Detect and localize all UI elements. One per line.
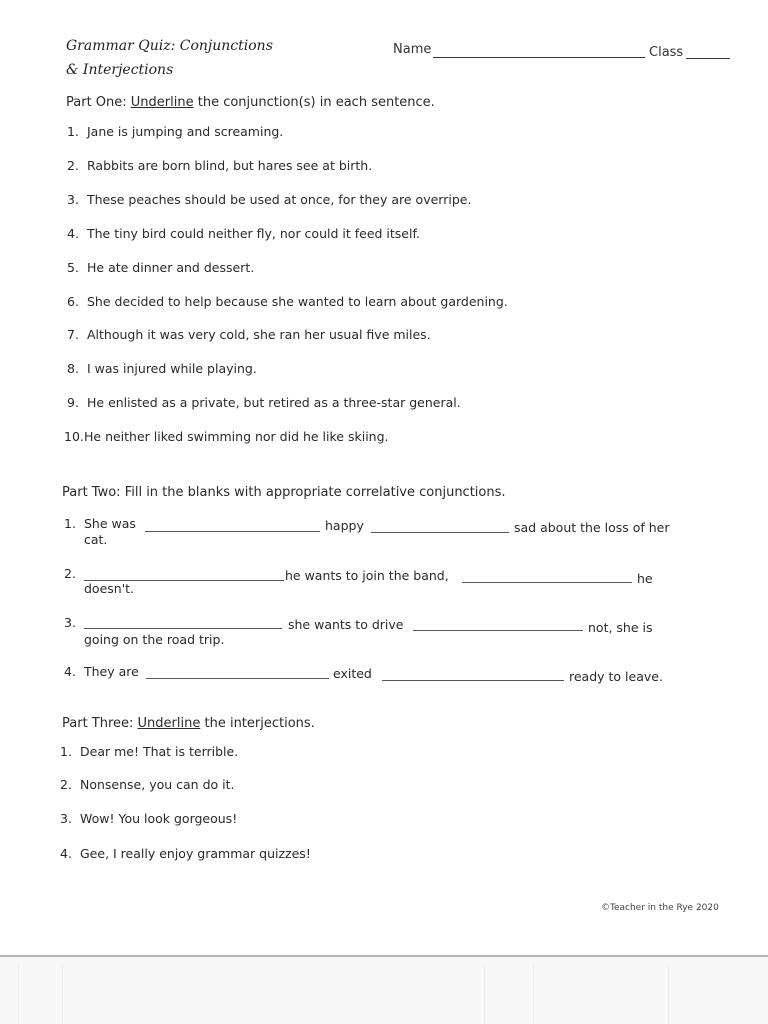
fill-text: he	[637, 571, 653, 586]
fill-text: cat.	[84, 532, 108, 547]
fill-item-number: 4.	[64, 664, 76, 679]
scan-artifact	[18, 965, 19, 1024]
list-item	[67, 327, 431, 342]
fill-item-number: 1.	[64, 516, 76, 531]
part-one-instruction: the conjunction(s) in each sentence.	[193, 95, 435, 110]
answer-blank[interactable]	[145, 531, 320, 532]
fill-text: exited	[333, 666, 372, 681]
quiz-title-line2: & Interjections	[66, 62, 174, 78]
item-number: 1.	[67, 124, 79, 139]
list-item	[60, 744, 238, 759]
fill-text: she wants to drive	[288, 617, 404, 632]
class-label: Class	[649, 45, 684, 60]
list-item	[67, 260, 254, 275]
part-three-underline-word: Underline	[137, 716, 201, 731]
item-number: 2.	[60, 777, 72, 792]
list-item	[67, 158, 372, 173]
list-item	[64, 429, 389, 444]
fill-text: going on the road trip.	[84, 632, 225, 647]
scan-artifact	[62, 965, 63, 1024]
item-text: Although it was very cold, she ran her usual five miles.	[87, 327, 431, 342]
answer-blank[interactable]	[382, 680, 564, 681]
item-number: 5.	[67, 260, 79, 275]
list-item	[67, 395, 461, 410]
fill-text: They are	[84, 664, 139, 679]
item-text: Gee, I really enjoy grammar quizzes!	[80, 846, 311, 861]
item-number: 10.	[64, 429, 84, 444]
page-edge-divider	[0, 955, 768, 957]
part-one-lead: Part One:	[66, 95, 131, 110]
name-label: Name	[393, 42, 432, 57]
item-text: He ate dinner and dessert.	[87, 260, 255, 275]
scan-artifact	[668, 965, 669, 1024]
list-item	[67, 124, 283, 139]
part-one-heading	[66, 95, 435, 110]
list-item	[67, 226, 420, 241]
quiz-title-line1: Grammar Quiz: Conjunctions	[66, 38, 273, 54]
item-number: 3.	[60, 811, 72, 826]
part-three-heading	[62, 716, 315, 731]
item-text: Dear me! That is terrible.	[80, 744, 239, 759]
part-one-underline-word: Underline	[130, 95, 194, 110]
fill-item-number: 3.	[64, 615, 76, 630]
item-number: 6.	[67, 294, 79, 309]
part-two-instruction: Fill in the blanks with appropriate correlative conjunctions.	[120, 485, 506, 500]
list-item	[67, 294, 508, 309]
list-item	[60, 846, 311, 861]
part-three-instruction: the interjections.	[200, 716, 315, 731]
part-two-lead: Part Two:	[62, 485, 121, 500]
list-item	[60, 811, 237, 826]
fill-text: sad about the loss of her	[514, 520, 670, 535]
fill-text: he wants to join the band,	[285, 568, 449, 583]
item-text: The tiny bird could neither fly, nor could it feed itself.	[87, 226, 420, 241]
item-number: 8.	[67, 361, 79, 376]
answer-blank[interactable]	[84, 628, 282, 629]
scan-margin	[0, 957, 768, 1024]
fill-text: not, she is	[588, 620, 653, 635]
scan-artifact	[484, 965, 485, 1024]
item-text: These peaches should be used at once, for they are overripe.	[87, 192, 472, 207]
class-field[interactable]	[686, 58, 730, 59]
answer-blank[interactable]	[413, 630, 583, 631]
list-item	[67, 361, 257, 376]
item-text: Nonsense, you can do it.	[80, 777, 235, 792]
item-number: 7.	[67, 327, 79, 342]
fill-text: doesn't.	[84, 581, 135, 596]
item-text: She decided to help because she wanted to learn about gardening.	[87, 294, 508, 309]
fill-text: ready to leave.	[569, 669, 663, 684]
item-number: 1.	[60, 744, 72, 759]
scan-artifact	[533, 965, 534, 1024]
item-number: 3.	[67, 192, 79, 207]
part-two-heading	[62, 485, 506, 500]
copyright-notice: ©Teacher in the Rye 2020	[601, 903, 719, 913]
item-text: He neither liked swimming nor did he like skiing.	[84, 429, 389, 444]
item-text: Wow! You look gorgeous!	[80, 811, 238, 826]
part-three-lead: Part Three:	[62, 716, 138, 731]
list-item	[60, 777, 234, 792]
list-item	[67, 192, 471, 207]
item-text: I was injured while playing.	[87, 361, 257, 376]
fill-text: happy	[325, 518, 364, 533]
answer-blank[interactable]	[371, 532, 509, 533]
fill-item-number: 2.	[64, 566, 76, 581]
name-field[interactable]	[433, 57, 645, 58]
fill-text: She was	[84, 516, 136, 531]
answer-blank[interactable]	[462, 582, 632, 583]
item-number: 4.	[67, 226, 79, 241]
item-number: 4.	[60, 846, 72, 861]
item-text: Jane is jumping and screaming.	[87, 124, 284, 139]
item-text: Rabbits are born blind, but hares see at birth.	[87, 158, 373, 173]
item-number: 2.	[67, 158, 79, 173]
answer-blank[interactable]	[146, 678, 329, 679]
item-text: He enlisted as a private, but retired as a three-star general.	[87, 395, 461, 410]
item-number: 9.	[67, 395, 79, 410]
